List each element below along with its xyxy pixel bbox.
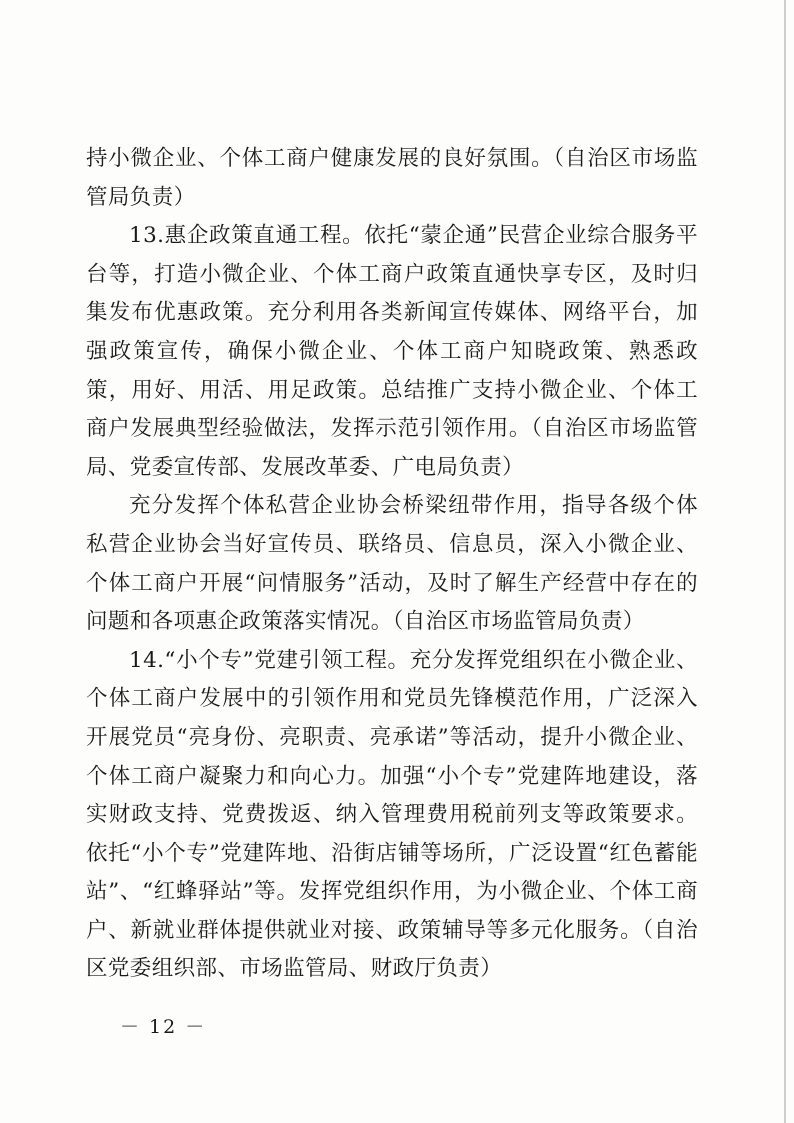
page-number: － 12 － [120,1016,207,1038]
paragraph-3: 充分发挥个体私营企业协会桥梁纽带作用，指导各级个体私营企业协会当好宣传员、联络员、信息员，深入小微企业、个体工商户开展“问情服务”活动，及时了解生产经营中存在的问题和各项惠企政策落实情况。（自治区市场监管局负责） [86,493,698,635]
document-body [86,140,698,989]
paragraph-4: 14.“小个专”党建引领工程。充分发挥党组织在小微企业、个体工商户发展中的引领作用和党员先锋模范作用，广泛深入开展党员“亮身份、亮职责、亮承诺”等活动，提升小微企业、个体工商户凝聚力和向心力。加强“小个专”党建阵地建设，落实财政支持、党费拨返、纳入管理费用税前列支等政策要求。依托“小个专”党建阵地、沿街店铺等场所，广泛设置“红色蓄能站”、“红蜂驿站”等。发挥党组织作用，为小微企业、个体工商户、新就业群体提供就业对接、政策辅导等多元化服务。（自治区党委组织部、市场监管局、财政厅负责） [86,647,698,982]
paragraph-1: 持小微企业、个体工商户健康发展的良好氛围。（自治区市场监管局负责） [86,146,698,210]
paragraph-2: 13.惠企政策直通工程。依托“蒙企通”民营企业综合服务平台等，打造小微企业、个体工商户政策直通快享专区，及时归集发布优惠政策。充分利用各类新闻宣传媒体、网络平台，加强政策宣传，确保小微企业、个体工商户知晓政策、熟悉政策，用好、用活、用足政策。总结推广支持小微企业、个体工商户发展典型经验做法，发挥示范引领作用。（自治区市场监管局、党委宣传部、发展改革委、广电局负责） [86,223,698,480]
scan-edge [784,0,786,1123]
